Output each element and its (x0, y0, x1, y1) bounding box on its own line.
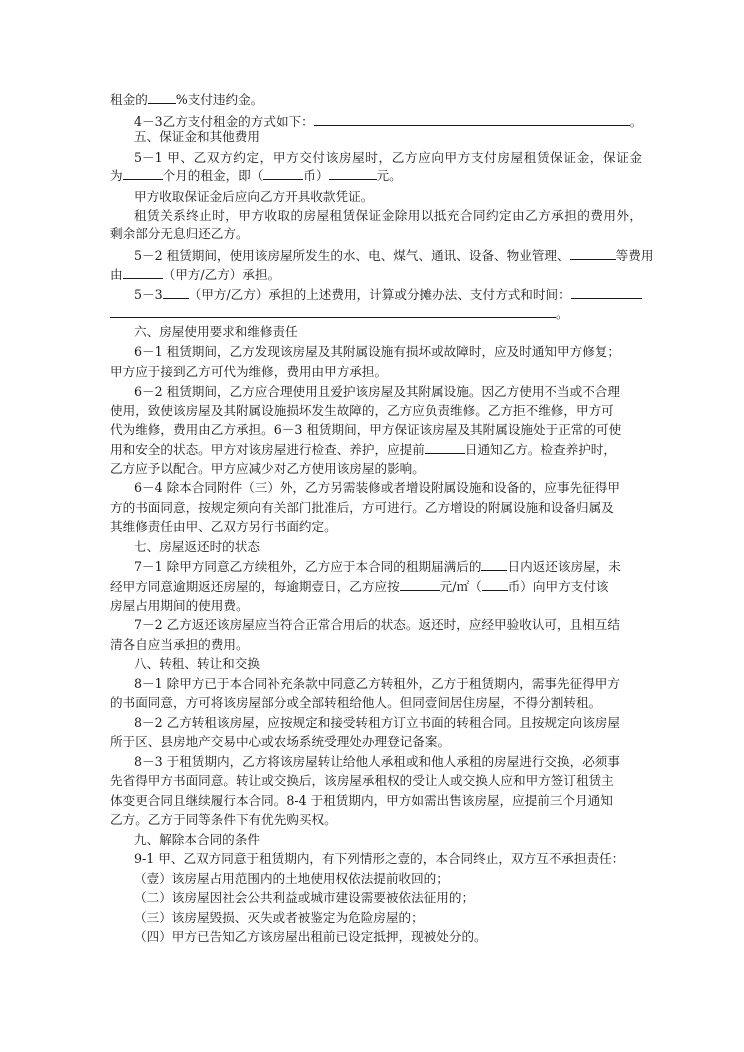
section-8-heading: 八、转租、转让和交换 (134, 656, 260, 671)
clause-6-2-line3: 代为维修，费用由乙方承担。6－3 租赁期间，甲方保证该房屋及其附属设施处于正常的可使 (110, 422, 622, 437)
clause-5-3-line1: 5－3 （甲方/乙方）承担的上述费用，计算或分摊办法、支付方式和时间： (134, 286, 642, 303)
clause-8-3-line2: 先省得甲方书面同意。转让或交换后，该房屋承租权的受让人或交换人应和甲方签订租赁主 (110, 773, 614, 788)
clause-8-2-line1: 8－2 乙方转租该房屋，应按规定和接受转租方订立书面的转租合同。且按规定向该房屋 (134, 715, 620, 730)
condition-4: （四）甲方已告知乙方该房屋出租前已设定抵押，现被处分的。 (134, 929, 487, 944)
condition-1: （壹）该房屋占用范围内的土地使用权依法提前收回的； (134, 871, 449, 886)
clause-8-3-line3: 体变更合同且继续履行本合同。8-4 于租赁期内，甲方如需出售该房屋，应提前三个月通知 (110, 793, 613, 808)
blank (482, 578, 508, 591)
clause-6-1-line1: 6－1 租赁期间，乙方发现该房屋及其附属设施有损坏或故障时，应及时通知甲方修复； (134, 344, 620, 359)
blank (400, 578, 440, 591)
deposit-receipt: 甲方收取保证金后应向乙方开具收款凭证。 (134, 189, 374, 204)
blank (148, 91, 176, 104)
section-5-heading: 五、保证金和其他费用 (134, 129, 260, 144)
clause-6-4-line2: 方的书面同意，按规定须向有关部门批准后，方可进行。乙方增设的附属设施和设备归属及 (110, 500, 614, 515)
clause-6-3-line2: 乙方应予以配合。甲方应减少对乙方使用该房屋的影响。 (110, 461, 425, 476)
clause-5-2-line1: 5－2 租赁期间，使用该房屋所发生的水、电、煤气、通讯、设备、物业管理、 等费用 (134, 248, 654, 263)
clause-7-1-line3: 房屋占用期间的使用费。 (110, 598, 249, 613)
clause-9-1: 9-1 甲、乙双方同意于租赁期内，有下列情形之壹的，本合同终止，双方互不承担责任： (134, 851, 625, 866)
clause-5-2-line2: 由 （甲方/乙方）承担。 (110, 267, 281, 282)
clause-7-2-line1: 7－2 乙方返还该房屋应当符合正常合用后的状态。返还时，应经甲验收认可，且相互结 (134, 617, 620, 632)
deposit-return-line1: 租赁关系终止时，甲方收取的房屋租赁保证金除用以抵充合同约定由乙方承担的费用外， (134, 208, 642, 223)
clause-6-3-line: 用和安全的状态。甲方对该房屋进行检查、养护，应提前 日通知乙方。检查养护时， (110, 442, 616, 457)
clause-6-4-line3: 其维修责任由甲、乙双方另行书面约定。 (110, 519, 337, 534)
clause-8-1-line1: 8－1 除甲方已于本合同补充条款中同意乙方转租外，乙方于租赁期内，需事先征得甲方 (134, 676, 620, 691)
blank (329, 167, 377, 180)
clause-7-1-line2: 经甲方同意逾期返还房屋的，每逾期壹日，乙方应按 元/㎡（ 币）向甲方支付该 (110, 579, 609, 594)
clause-6-2-line2: 使用，致使该房屋及其附属设施损坏发生故障的，乙方应负责维修。乙方拒不维修，甲方可 (110, 403, 614, 418)
blank (571, 286, 642, 299)
blank (123, 167, 163, 180)
clause-8-1-line2: 的书面同意，方可将该房屋部分或全部转租给他人。但同壹间居住房屋，不得分割转租。 (110, 695, 602, 710)
clause-6-2-line1: 6－2 租赁期间，乙方应合理使用且爱护该房屋及其附属设施。因乙方使用不当或不合理 (134, 384, 620, 399)
section-6-heading: 六、房屋使用要求和维修责任 (134, 324, 298, 339)
condition-2: （二）该房屋因社会公共利益或城市建设需要被依法征用的； (134, 890, 475, 905)
clause-6-4-line1: 6－4 除本合同附件（三）外，乙方另需装修或者增设附属设施和设备的，应事先征得甲 (134, 480, 620, 495)
clause-5-1-line1: 5－1 甲、乙双方约定，甲方交付该房屋时，乙方应向甲方支付房屋租赁保证金，保证金 (134, 150, 642, 165)
clause-7-1-line1: 7－1 除甲方同意乙方续租外，乙方应于本合同的租期届满后的 日内返还该房屋，未 (134, 559, 621, 574)
condition-3: （三）该房屋毁损、灭失或者被鉴定为危险房屋的； (134, 910, 424, 925)
blank (481, 558, 507, 571)
clause-8-3-line1: 8－3 于租赁期内，乙方将该房屋转让给他人承租或和他人承租的房屋进行交换，必须事 (134, 754, 620, 769)
clause-5-3-line2: 。 (110, 305, 642, 322)
blank (570, 247, 616, 260)
blank (110, 305, 556, 318)
blank (263, 167, 303, 180)
blank (314, 113, 630, 126)
clause-4-2-tail: 租金的 %支付违约金。 (110, 92, 264, 107)
clause-7-2-line2: 清各自应当承担的费用。 (110, 637, 249, 652)
clause-8-2-line2: 所于区、县房地产交易中心或农场系统受理处办理登记备案。 (110, 734, 451, 749)
clause-8-4-line2: 乙方。乙方于同等条件下有优先购买权。 (110, 812, 337, 827)
blank (123, 266, 163, 279)
section-9-heading: 九、解除本合同的条件 (134, 832, 260, 847)
section-7-heading: 七、房屋返还时的状态 (134, 539, 260, 554)
clause-4-3: 4－3乙方支付租金的方式如下： 。 (134, 114, 643, 129)
deposit-return-line2: 剩余部分无息归还乙方。 (110, 226, 249, 241)
blank (425, 441, 465, 454)
clause-5-1-line2: 为 个月的租金，即（ 币） 元。 (110, 168, 402, 183)
blank (163, 286, 189, 299)
clause-6-1-line2: 甲方应于接到乙方可代为维修，费用由甲方承担。 (110, 364, 388, 379)
